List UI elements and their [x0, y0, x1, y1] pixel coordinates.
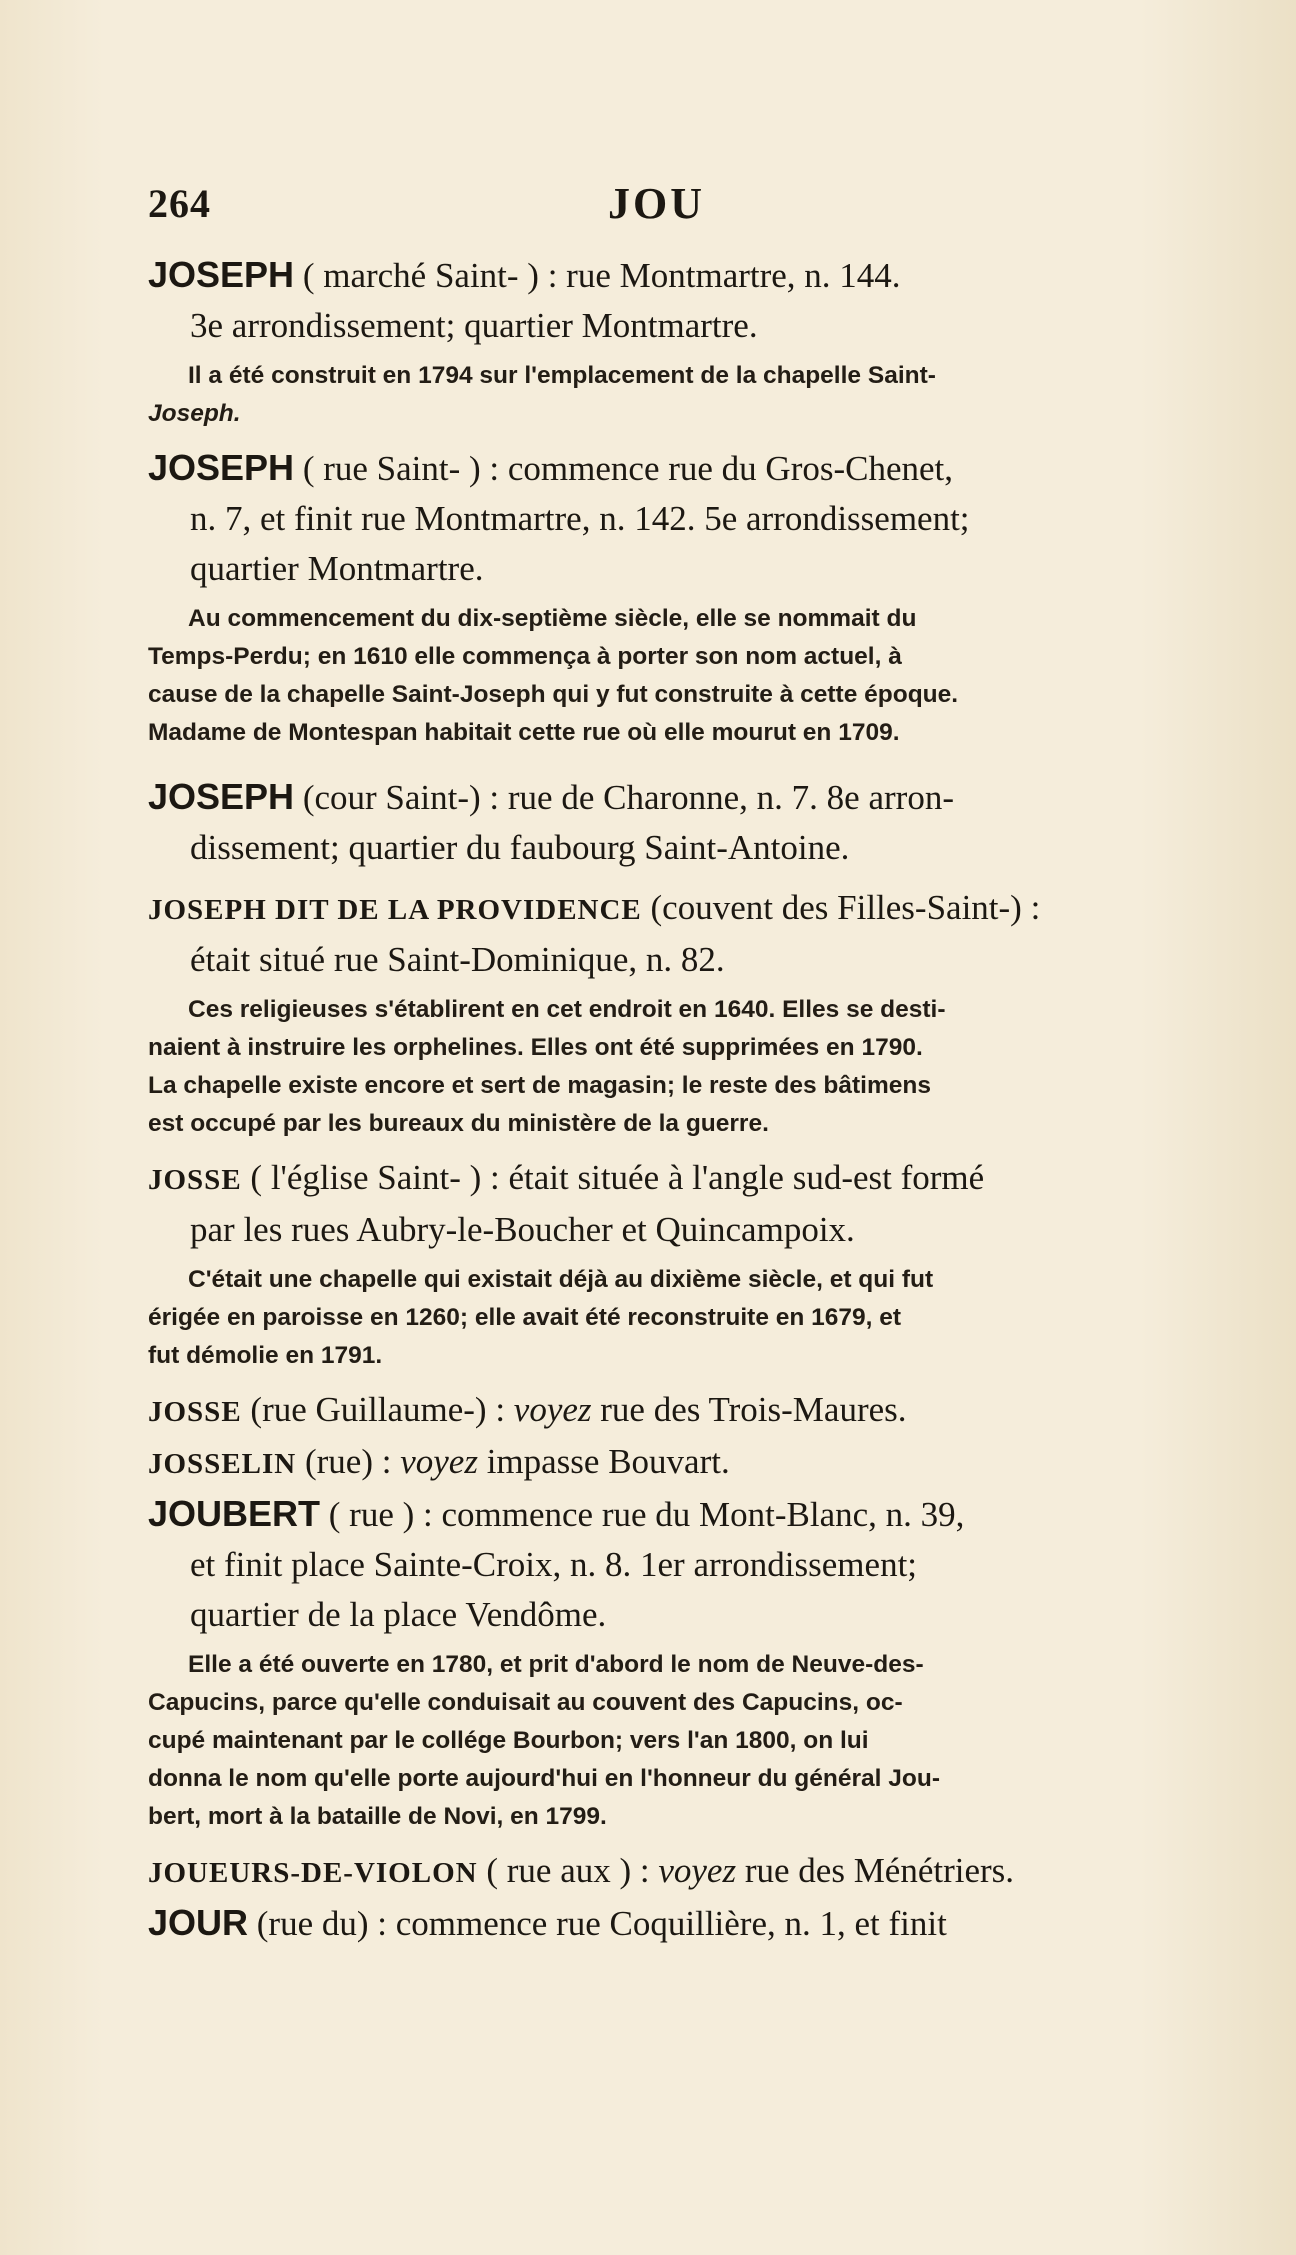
entry-line: dissement; quartier du faubourg Saint-Antoine.: [190, 828, 850, 867]
entry-note: [148, 1646, 1168, 1836]
note-line: érigée en paroisse en 1260; elle avait été reconstruite en 1679, et: [148, 1304, 902, 1331]
entry-headword: JOSSE: [148, 1396, 242, 1428]
entry-text: [148, 1846, 1168, 1898]
voyez-ref: voyez: [658, 1851, 737, 1890]
entry: [148, 443, 1168, 752]
entry-note: [148, 357, 1168, 433]
entry-text: [148, 1898, 1168, 1949]
note-line: cupé maintenant par le collége Bourbon; vers l'an 1800, on lui: [148, 1727, 869, 1754]
page-number: 264: [148, 181, 211, 226]
entry-text: [148, 772, 1168, 873]
entry-line: 3e arrondissement; quartier Montmartre.: [190, 306, 758, 345]
entry-line: ( marché Saint- ) : rue Montmartre, n. 144.: [302, 256, 901, 295]
note-line: donna le nom qu'elle porte aujourd'hui en l'honneur du général Jou-: [148, 1765, 940, 1792]
entry-line: (rue du) : commence rue Coquillière, n. 1, et finit: [256, 1904, 947, 1943]
note-line: Joseph.: [148, 400, 241, 427]
entry-line: ( rue ) : commence rue du Mont-Blanc, n. 39,: [328, 1495, 965, 1534]
note-line: La chapelle existe encore et sert de magasin; le reste des bâtimens: [148, 1072, 931, 1099]
entry: [148, 1385, 1168, 1437]
entry-line: ( rue Saint- ) : commence rue du Gros-Chenet,: [302, 449, 954, 488]
note-line: cause de la chapelle Saint-Joseph qui y fut construite à cette époque.: [148, 681, 959, 708]
entry-line: quartier de la place Vendôme.: [190, 1595, 607, 1634]
note-line: naient à instruire les orphelines. Elles ont été supprimées en 1790.: [148, 1034, 923, 1061]
entry-headword: JOSEPH: [148, 776, 295, 817]
running-head: [148, 170, 1168, 230]
entry-headword: JOSSE: [148, 1164, 242, 1196]
entry-line: n. 7, et finit rue Montmartre, n. 142. 5e arrondissement;: [190, 499, 970, 538]
note-line: Il a été construit en 1794 sur l'emplacement de la chapelle Saint-: [188, 362, 936, 389]
entry-line: (couvent des Filles-Saint-) :: [650, 888, 1041, 927]
entry-headword: JOUR: [148, 1902, 249, 1943]
entry-headword: JOSEPH: [148, 447, 295, 488]
entry-line: et finit place Sainte-Croix, n. 8. 1er arrondissement;: [190, 1545, 918, 1584]
entry-line: (cour Saint-) : rue de Charonne, n. 7. 8e arron-: [302, 778, 954, 817]
note-line: est occupé par les bureaux du ministère de la guerre.: [148, 1110, 769, 1137]
entry-text: [148, 1437, 1168, 1489]
note-line: Temps-Perdu; en 1610 elle commença à porter son nom actuel, à: [148, 643, 902, 670]
voyez-ref: voyez: [513, 1390, 592, 1429]
entry-line: par les rues Aubry-le-Boucher et Quincampoix.: [190, 1210, 855, 1249]
entry: [148, 1437, 1168, 1489]
entry-text: [148, 443, 1168, 594]
entry-text: [148, 1385, 1168, 1437]
entry: [148, 1846, 1168, 1898]
entry-headword: JOUEURS-DE-VIOLON: [148, 1857, 478, 1889]
note-line: Madame de Montespan habitait cette rue où elle mourut en 1709.: [148, 719, 900, 746]
entry-headword: JOSSELIN: [148, 1448, 297, 1480]
entry: [148, 772, 1168, 873]
entry-line: ( rue aux ) :: [486, 1851, 650, 1890]
entry-note: [148, 1261, 1168, 1375]
note-line: C'était une chapelle qui existait déjà au dixième siècle, et qui fut: [188, 1266, 934, 1293]
entry-line: ( l'église Saint- ) : était située à l'angle sud-est formé: [250, 1158, 985, 1197]
entry-headword: JOSEPH DIT DE LA PROVIDENCE: [148, 894, 642, 926]
entry-text: [148, 883, 1168, 985]
entry-line: (rue) :: [304, 1442, 392, 1481]
entry-headword: JOSEPH: [148, 254, 295, 295]
note-line: Ces religieuses s'établirent en cet endroit en 1640. Elles se desti-: [188, 996, 946, 1023]
entry: [148, 883, 1168, 1143]
entry-text: [148, 1153, 1168, 1255]
entry-line: rue des Trois-Maures.: [600, 1390, 907, 1429]
note-line: fut démolie en 1791.: [148, 1342, 383, 1369]
entry-note: [148, 600, 1168, 752]
entry: [148, 1153, 1168, 1375]
note-line: Capucins, parce qu'elle conduisait au couvent des Capucins, oc-: [148, 1689, 903, 1716]
entry-text: [148, 250, 1168, 351]
entry: [148, 250, 1168, 433]
voyez-ref: voyez: [400, 1442, 478, 1481]
entry-line: quartier Montmartre.: [190, 549, 484, 588]
entry-line: rue des Ménétriers.: [744, 1851, 1015, 1890]
entry: [148, 1489, 1168, 1836]
entry-text: [148, 1489, 1168, 1640]
running-head-word: JOU: [608, 179, 705, 228]
note-line: bert, mort à la bataille de Novi, en 1799.: [148, 1803, 607, 1830]
entry-line: (rue Guillaume-) :: [250, 1390, 506, 1429]
entry-line: impasse Bouvart.: [486, 1442, 730, 1481]
note-line: Elle a été ouverte en 1780, et prit d'abord le nom de Neuve-des-: [188, 1651, 924, 1678]
page-content: [148, 170, 1168, 1949]
entry-headword: JOUBERT: [148, 1493, 321, 1534]
entry-note: [148, 991, 1168, 1143]
entry-line: était situé rue Saint-Dominique, n. 82.: [190, 940, 725, 979]
note-line: Au commencement du dix-septième siècle, elle se nommait du: [188, 605, 917, 632]
entry: [148, 1898, 1168, 1949]
